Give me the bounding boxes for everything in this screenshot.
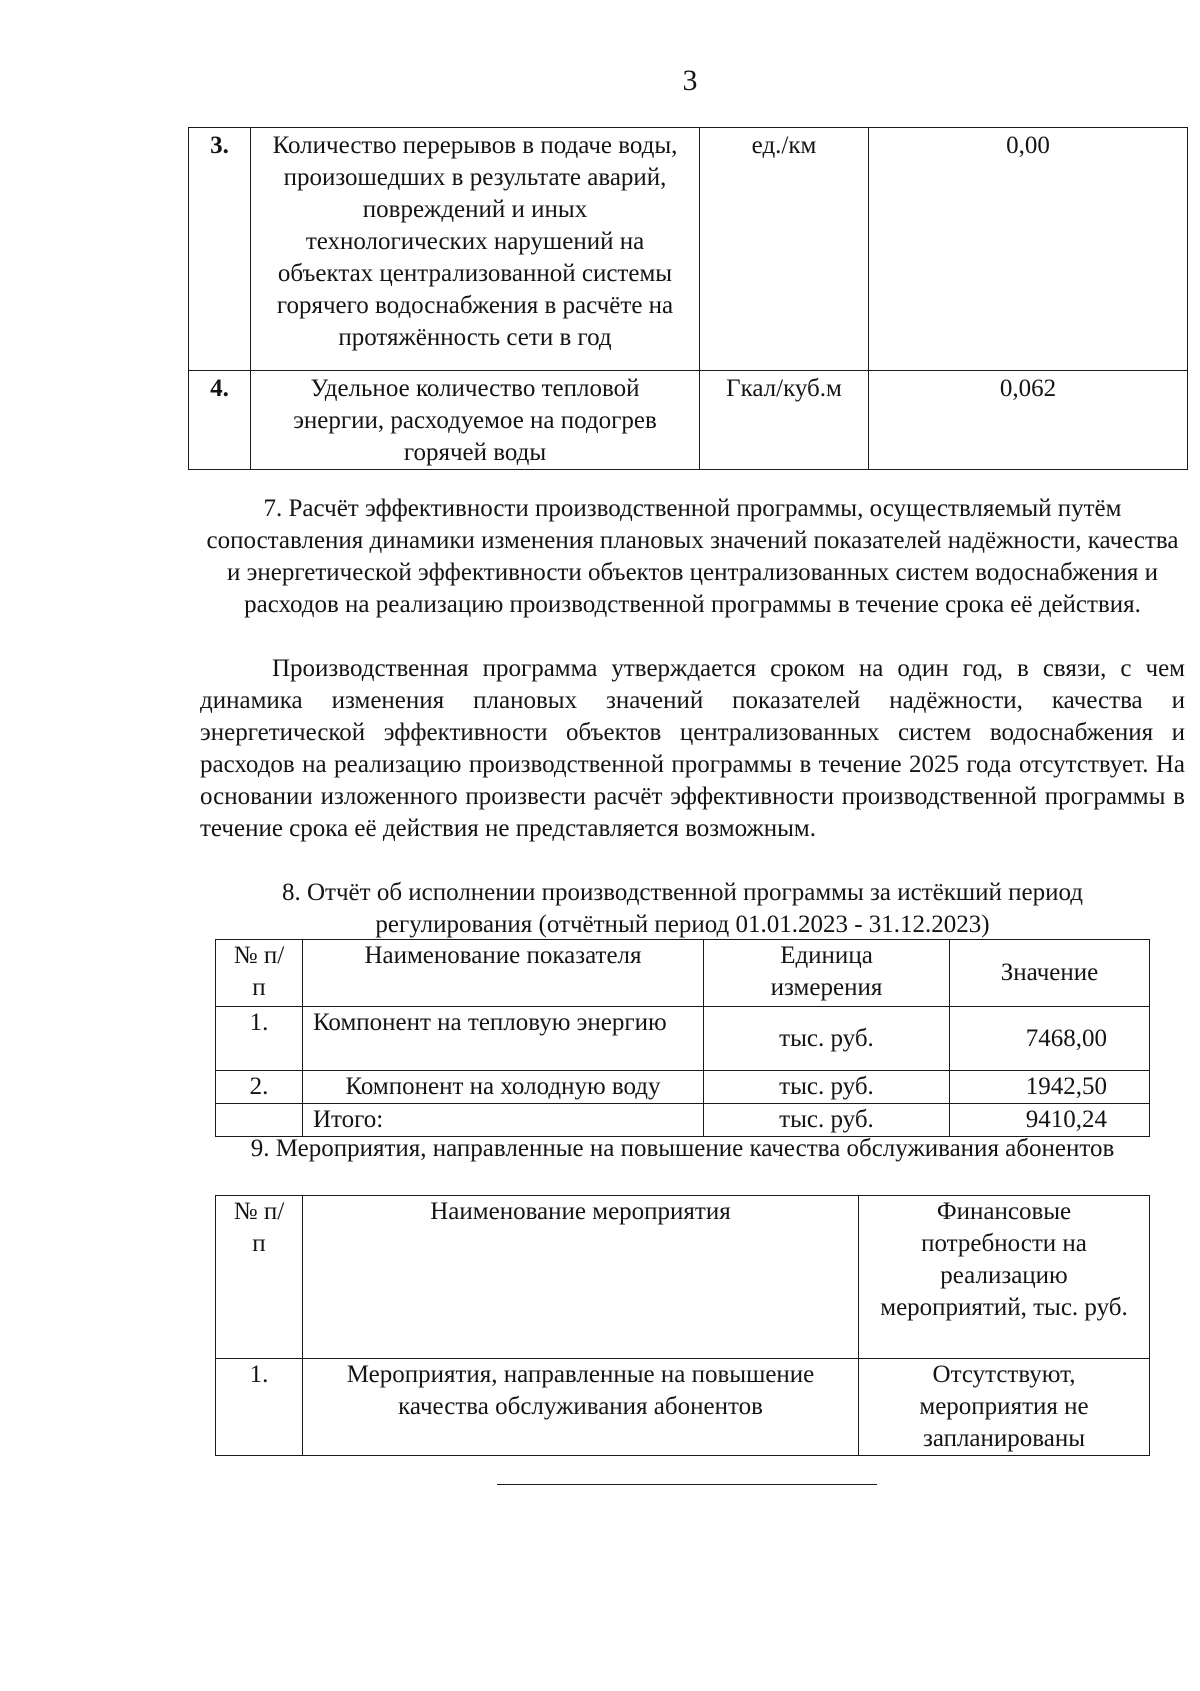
table-row [216, 1359, 1150, 1456]
table-row [189, 128, 1188, 371]
indicator-name: Компонент на холодную воду [303, 1071, 704, 1104]
indicator-value: 7468,00 [950, 1007, 1150, 1071]
header-name: Наименование мероприятия [303, 1196, 859, 1359]
indicators-table [188, 127, 1188, 470]
table-header-row [216, 940, 1150, 1007]
section-7-title: 7. Расчёт эффективности производственной программы, осуществляемый путём сопоставления динамики изменения плановых значений показателей надёжности, качества и энергетической эффективности объектов централизованных систем водоснабжения и расходов на реализацию производственной программы в течение срока её действия. [206, 495, 1179, 618]
report-table [215, 939, 1150, 1137]
indicator-unit: тыс. руб. [704, 1104, 950, 1137]
indicator-unit: ед./км [700, 128, 869, 371]
header-num: № п/п [216, 1196, 303, 1359]
row-number [216, 1104, 303, 1137]
indicator-name: Удельное количество тепловой энергии, расходуемое на подогрев горячей воды [251, 371, 700, 470]
indicator-value: 0,062 [869, 371, 1188, 470]
header-name: Наименование показателя [303, 940, 704, 1007]
section-7-paragraph: Производственная программа утверждается сроком на один год, в связи, с чем динамика изменения плановых значений показателей надёжности, качества и энергетической эффективности объектов централизованных систем водоснабжения и расходов на реализацию производственной программы в течение 2025 года отсутствует. На основании изложенного произвести расчёт эффективности производственной программы в течение срока её действия не представляется возможным. [200, 655, 1185, 842]
table-row [216, 1007, 1150, 1071]
section-9-title: 9. Мероприятия, направленные на повышение качества обслуживания абонентов [250, 1135, 1115, 1162]
indicator-unit: тыс. руб. [704, 1071, 950, 1104]
table-header-row [216, 1196, 1150, 1359]
measure-finance: Отсутствуют, мероприятия не запланированы [859, 1359, 1150, 1456]
indicator-unit: тыс. руб. [704, 1007, 950, 1071]
measure-name: Мероприятия, направленные на повышение качества обслуживания абонентов [303, 1359, 859, 1456]
indicator-name: Компонент на тепловую энергию [303, 1007, 704, 1071]
total-label: Итого: [303, 1104, 704, 1137]
header-unit: Единица измерения [704, 940, 950, 1007]
page-number: 3 [682, 64, 698, 97]
table-row-total [216, 1104, 1150, 1137]
indicator-value: 1942,50 [950, 1071, 1150, 1104]
indicator-unit: Гкал/куб.м [700, 371, 869, 470]
footer-divider [497, 1484, 877, 1485]
header-finance: Финансовые потребности на реализацию мероприятий, тыс. руб. [859, 1196, 1150, 1359]
row-number: 1. [216, 1359, 303, 1456]
row-number: 4. [189, 371, 251, 470]
row-number: 1. [216, 1007, 303, 1071]
section-8-title: 8. Отчёт об исполнении производственной программы за истёкший период регулирования (отчётный период 01.01.2023 - 31.12.2023) [282, 879, 1083, 938]
indicator-name: Количество перерывов в подаче воды, произошедших в результате аварий, повреждений и иных технологических нарушений на объектах централизованной системы горячего водоснабжения в расчёте на протяжённость сети в год [251, 128, 700, 371]
row-number: 3. [189, 128, 251, 371]
row-number: 2. [216, 1071, 303, 1104]
measures-table [215, 1195, 1150, 1456]
table-row [216, 1071, 1150, 1104]
table-row [189, 371, 1188, 470]
header-value: Значение [950, 940, 1150, 1007]
indicator-value: 0,00 [869, 128, 1188, 371]
header-num: № п/п [216, 940, 303, 1007]
total-value: 9410,24 [950, 1104, 1150, 1137]
